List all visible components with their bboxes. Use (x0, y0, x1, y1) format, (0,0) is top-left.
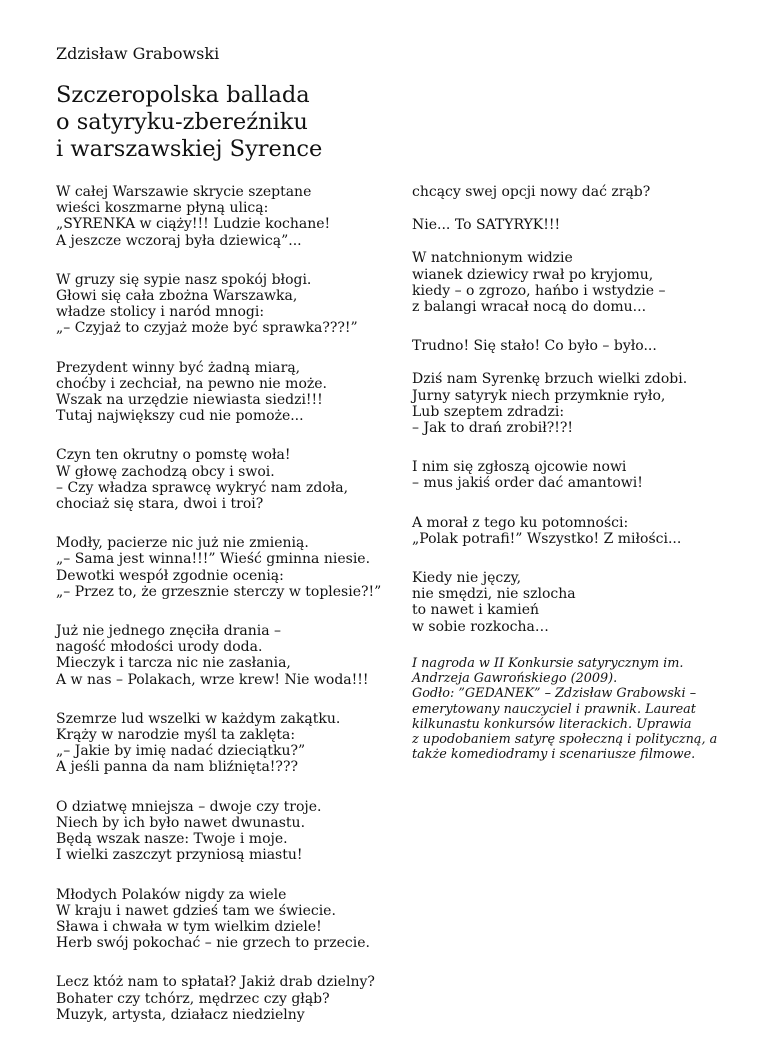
verse-line: wieści koszmarne płyną ulicą: (56, 200, 269, 217)
stanza (56, 360, 396, 425)
verse-line: W całej Warszawie skrycie szeptane (56, 184, 312, 200)
title-line: Szczeropolska ballada (56, 82, 310, 108)
verse-line: W głowę zachodzą obcy i swoi. (56, 463, 275, 480)
note-line: z upodobaniem satyrę społeczną i polityczną, a (412, 732, 718, 748)
note-line: Andrzeja Gawrońskiego (2009). (412, 671, 618, 687)
stanza (412, 338, 742, 354)
verse-line: Krąży w narodzie myśl ta zaklęta: (56, 727, 296, 744)
left-column (56, 184, 396, 1046)
verse-line: władze stolicy i naród mnogi: (56, 304, 265, 321)
note-line: kilkunastu konkursów literackich. Uprawia (412, 716, 692, 732)
verse-line: Trudno! Się stało! Co było – było... (412, 338, 657, 355)
verse-line: Niech by ich było nawet dwunastu. (56, 814, 306, 831)
verse-line: kiedy – o zgrozo, hańbo i wstydzie – (412, 282, 666, 299)
verse-line: – Jak to drań zrobił?!?! (412, 420, 574, 437)
verse-line: Kiedy nie jęczy, (412, 570, 522, 587)
stanza (56, 272, 396, 337)
verse-line: Lecz któż nam to spłatał? Jakiż drab dzielny? (56, 974, 375, 991)
verse-line: – Czy władza sprawcę wykryć nam zdoła, (56, 479, 349, 496)
stanza (56, 974, 396, 1023)
verse-line: Prezydent winny być żadną miarą, (56, 359, 301, 376)
note-line: Godło: ”GEDANEK” – Zdzisław Grabowski – (412, 686, 697, 702)
verse-line: nagość młodości urody doda. (56, 639, 263, 656)
stanza (56, 184, 396, 249)
verse-line: A w nas – Polakach, wrze krew! Nie woda!!! (56, 671, 369, 688)
verse-line: A morał z tego ku potomności: (412, 514, 629, 531)
stanza (412, 250, 742, 315)
verse-line: „Polak potrafi!” Wszystko! Z miłości... (412, 530, 682, 547)
verse-line: Szemrze lud wszelki w każdym zakątku. (56, 710, 341, 727)
verse-line: Nie... To SATYRYK!!! (412, 217, 561, 234)
stanza (412, 459, 742, 491)
verse-line: wianek dziewicy rwał po kryjomu, (412, 266, 654, 283)
verse-line: A jeśli panna da nam bliźnięta!??? (56, 759, 298, 776)
title-line: o satyryku-zbereźniku (56, 109, 308, 135)
verse-line: Czyn ten okrutny o pomstę woła! (56, 447, 291, 464)
verse-line: Tutaj największy cud nie pomoże... (56, 408, 304, 425)
right-column (412, 184, 742, 658)
verse-line: „– Jakie by imię nadać dzieciątku?” (56, 743, 306, 760)
stanza (412, 184, 742, 200)
verse-line: Dziś nam Syrenkę brzuch wielki zdobi. (412, 371, 688, 388)
verse-line: nie smędzi, nie szlocha (412, 586, 576, 603)
author-name: Zdzisław Grabowski (56, 44, 220, 63)
title-line: i warszawskiej Syrence (56, 136, 323, 162)
stanza (56, 887, 396, 952)
stanza (56, 535, 396, 600)
verse-line: Będą wszak nasze: Twoje i moje. (56, 831, 288, 848)
note-line: I nagroda w II Konkursie satyrycznym im. (412, 656, 684, 671)
note-line: także komediodramy i scenariusze filmowe. (412, 747, 696, 763)
verse-line: Herb swój pokochać – nie grzech to przecie. (56, 935, 370, 952)
stanza (412, 371, 742, 436)
verse-line: z balangi wracał nocą do domu... (412, 299, 647, 316)
verse-line: W gruzy się sypie nasz spokój błogi. (56, 271, 312, 288)
verse-line: Głowi się cała zbożna Warszawka, (56, 288, 298, 305)
verse-line: W kraju i nawet gdzieś tam we świecie. (56, 902, 336, 919)
verse-line: A jeszcze wczoraj była dziewicą”... (56, 232, 302, 249)
verse-line: Jurny satyryk niech przymknie ryło, (412, 387, 666, 404)
verse-line: Muzyk, artysta, działacz niedzielny (56, 1006, 305, 1023)
verse-line: Wszak na urzędzie niewiasta siedzi!!! (56, 392, 323, 409)
verse-line: chociaż się stara, dwoi i troi? (56, 496, 264, 513)
stanza (56, 447, 396, 512)
verse-line: Już nie jednego znęciła drania – (56, 623, 282, 640)
verse-line: „– Czyjaż to czyjaż może być sprawka???!” (56, 320, 358, 337)
verse-line: I nim się zgłoszą ojcowie nowi (412, 459, 627, 476)
stanza (56, 623, 396, 688)
verse-line: „SYRENKA w ciąży!!! Ludzie kochane! (56, 216, 331, 233)
verse-line: choćby i zechciał, na pewno nie może. (56, 375, 327, 392)
verse-line: Sława i chwała w tym wielkim dziele! (56, 918, 322, 935)
stanza (412, 217, 742, 233)
verse-line: w sobie rozkocha… (412, 618, 549, 635)
verse-line: Młodych Polaków nigdy za wiele (56, 886, 287, 903)
verse-line: „– Sama jest winna!!!” Wieść gminna niesie. (56, 551, 371, 568)
note-line: emerytowany nauczyciel i prawnik. Laureat (412, 701, 696, 717)
verse-line: Modły, pacierze nic już nie zmienią. (56, 535, 309, 552)
verse-line: – mus jakiś order dać amantowi! (412, 475, 643, 492)
verse-line: chcący swej opcji nowy dać zrąb? (412, 184, 651, 200)
verse-line: Bohater czy tchórz, mędrzec czy głąb? (56, 990, 330, 1007)
stanza (412, 515, 742, 547)
verse-line: „– Przez to, że grzesznie sterczy w toplesie?!” (56, 583, 382, 600)
stanza (56, 799, 396, 864)
stanza (56, 711, 396, 776)
verse-line: Dewotki wespół zgodnie ocenią: (56, 567, 284, 584)
verse-line: to nawet i kamień (412, 602, 540, 619)
verse-line: O dziatwę mniejsza – dwoje czy troje. (56, 798, 322, 815)
verse-line: I wielki zaszczyt przyniosą miastu! (56, 847, 303, 864)
poem-title (56, 82, 322, 163)
author-note (412, 656, 732, 762)
stanza (412, 570, 742, 635)
verse-line: Lub szeptem zdradzi: (412, 403, 565, 420)
verse-line: W natchnionym widzie (412, 250, 573, 267)
verse-line: Mieczyk i tarcza nic nie zasłania, (56, 655, 291, 672)
